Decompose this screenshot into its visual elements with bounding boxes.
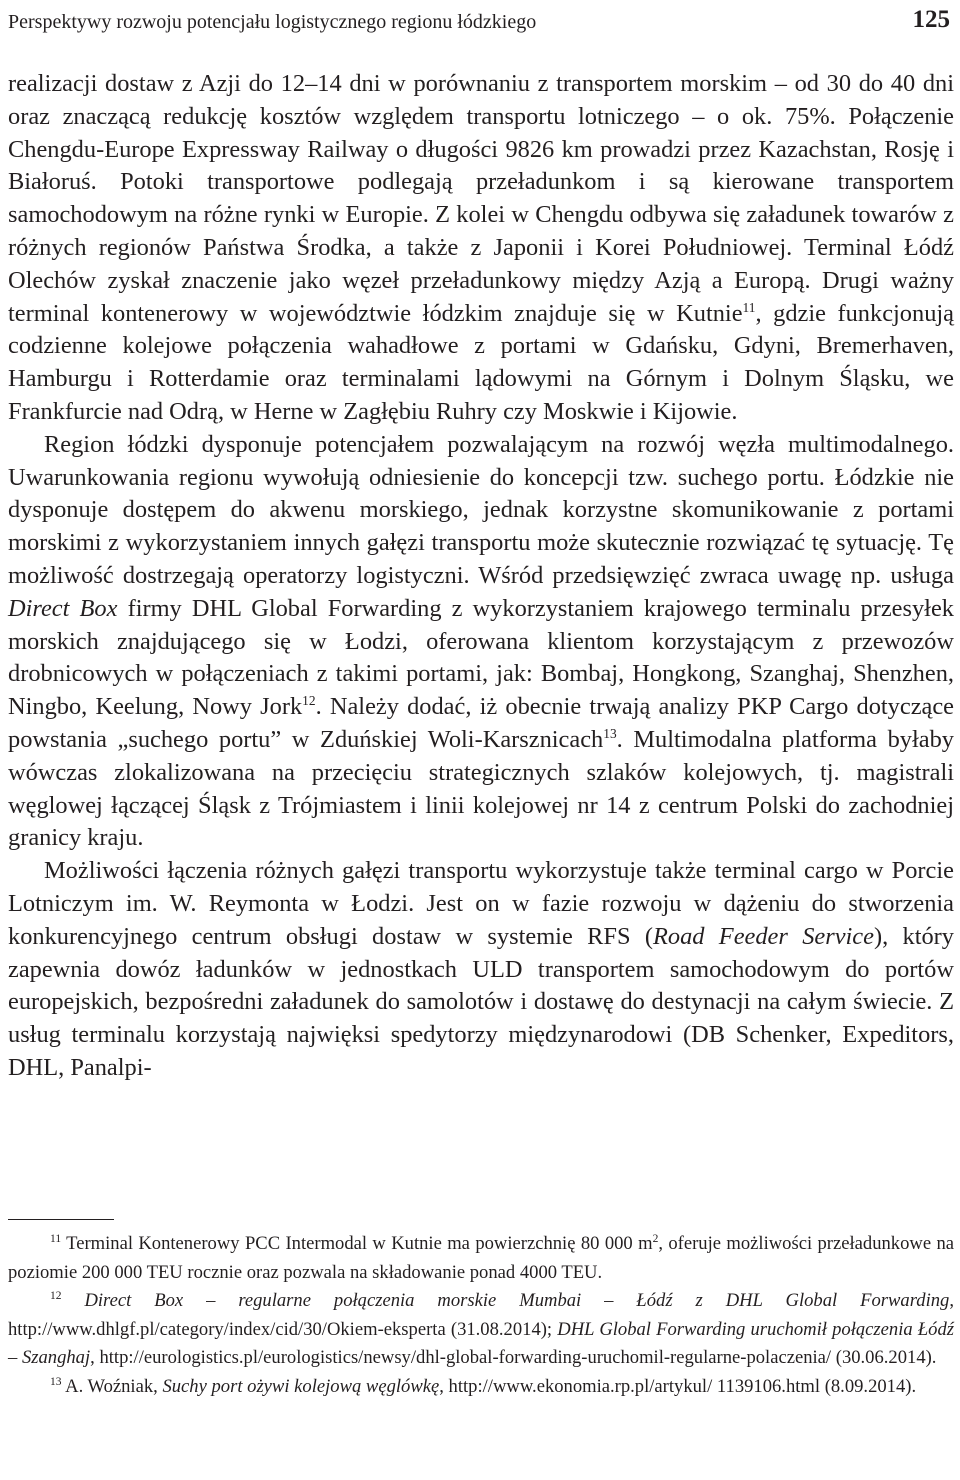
footnote-ref-11[interactable]: 11 (742, 299, 756, 315)
footnote-number: 11 (50, 1232, 62, 1245)
running-title: Perspektywy rozwoju potencjału logistycznego regionu łódzkiego (8, 11, 537, 33)
footnote-13: $^{13}$ A. Woźniak, Suchy port ożywi kolejową węglówkę, http://www.ekonomia.rp.pl/artykul/ 1139106.html (8.09.2014). (50, 1375, 917, 1397)
footnote-divider (8, 1219, 114, 1220)
body-text (8, 68, 954, 1085)
footnote-number: 13 (50, 1375, 62, 1388)
footnote-link[interactable]: , http://eurologistics.pl/eurologistics/newsy/dhl-global-forwarding-uruchomil-regularne-polaczenia/ (30.06.2014). (90, 1347, 937, 1369)
italic-term: Road Feeder Service (652, 922, 874, 950)
footnote-ref-12[interactable]: 12 (302, 693, 316, 709)
footnote-number: 12 (50, 1290, 62, 1302)
footnote-12: $^{12}$ Direct Box – regularne połączenia morskie Mumbai – Łódź z DHL Global Forwarding, http://www.dhlgf.pl/category/index/cid/30/Okiem-eksperta (31.08.2014); DHL Global Forwarding uruchomił połączenia Łódź – Szanghaj, http://eurologistics.pl/eurologistics/newsy/dhl-global-forwarding-uruchomil-regularne-polaczenia/ (30.06.2014). (8, 1290, 955, 1369)
footnote-ref-13[interactable]: 13 (603, 725, 617, 741)
footnote-link[interactable]: , http://www.ekonomia.rp.pl/artykul/ 1139106.html (8.09.2014). (439, 1375, 917, 1397)
footnote-11: $^{11}$ Terminal Kontenerowy PCC Intermodal w Kutnie ma powierzchnię 80 000 $m^2$, oferuje możliwości przeładunkowe na poziomie 200 000 TEU rocznie oraz pozwala na składowanie ponad 4000 TEU. (8, 1232, 954, 1283)
paragraph-1: realizacji dostaw z Azji do 12–14 dni w porównaniu z transportem morskim – od 30 do 40 dni oraz znaczącą redukcję kosztów względem transportu lotniczego – o ok. 75%. Połączenie Chengdu-Europe Expressway Railway o długości 9826 km prowadzi przez Kazachstan, Rosję i Białoruś. Potoki transportowe podlegają przeładunkom i są kierowane transportem samochodowym na różne rynki w Europie. Z kolei w Chengdu odbywa się załadunek towarów z różnych regionów Państwa Środka, a także z Japonii i Korei Południowej. Terminal Łódź Olechów zyskał znaczenie jako węzeł przeładunkowy między Azją a Europą. Drugi ważny terminal kontenerowy w województwie łódzkim znajduje się w Kutnie$^{11}$, gdzie funkcjonują codzienne kolejowe połączenia wahadłowe z portami w Gdańsku, Gdyni, Bremerhaven, Hamburgu i Rotterdamie oraz terminalami lądowymi na Górnym i Dolnym Śląsku, we Frankfurcie nad Odrą, w Herne w Zagłębiu Ruhry czy Moskwie i Kijowie. (8, 70, 954, 425)
footnote-link[interactable]: , http://www.dhlgf.pl/category/index/cid/30/Okiem-eksperta (31.08.2014); (8, 1290, 954, 1340)
page-number: 125 (912, 6, 950, 33)
italic-term: Direct Box (8, 594, 118, 622)
paragraph-2: Region łódzki dysponuje potencjałem pozwalającym na rozwój węzła multimodalnego. Uwarunkowania regionu wywołują odniesienie do koncepcji tzw. suchego portu. Łódzkie nie dysponuje dostępem do akwenu morskiego, jednak korzystne skomunikowanie z portami morskimi z wykorzystaniem innych gałęzi transportu może skutecznie rozwiązać tę sytuację. Tę możliwość dostrzegają operatorzy logistyczni. Wśród przedsięwzięć zwraca uwagę np. usługa Direct Box firmy DHL Global Forwarding z wykorzystaniem krajowego terminalu przesyłek morskich znajdującego się w Łodzi, oferowana klientom korzystającym z przewozów drobnicowych w połączeniach z takimi portami, jak: Bombaj, Hongkong, Szanghaj, Shenzhen, Ningbo, Keelung, Nowy Jork$^{12}$. Należy dodać, iż obecnie trwają analizy PKP Cargo dotyczące powstania „suchego portu” w Zduńskiej Woli-Karsznicach$^{13}$. Multimodalna platforma byłaby wówczas zlokalizowana na przecięciu strategicznych szlaków kolejowych, tj. magistrali węglowej łączącej Śląsk z Trójmiastem i linii kolejowej nr 14 z centrum Polski do zachodniej granicy kraju. (8, 430, 954, 852)
page-header (8, 0, 950, 34)
footnotes (8, 1230, 954, 1402)
paragraph-3: Możliwości łączenia różnych gałęzi transportu wykorzystuje także terminal cargo w Porcie Lotniczym im. W. Reymonta w Łodzi. Jest on w fazie rozwoju w dążeniu do stworzenia konkurencyjnego centrum obsługi dostaw w systemie RFS (Road Feeder Service), który zapewnia dowóz ładunków w jednostkach ULD transportem samochodowym do portów europejskich, bezpośredni załadunek do samolotów i dostawę do destynacji na całym świecie. Z usług terminalu korzystają najwięksi spedytorzy międzynarodowi (DB Schenker, Expeditors, DHL, Panalpi- (8, 857, 955, 1081)
